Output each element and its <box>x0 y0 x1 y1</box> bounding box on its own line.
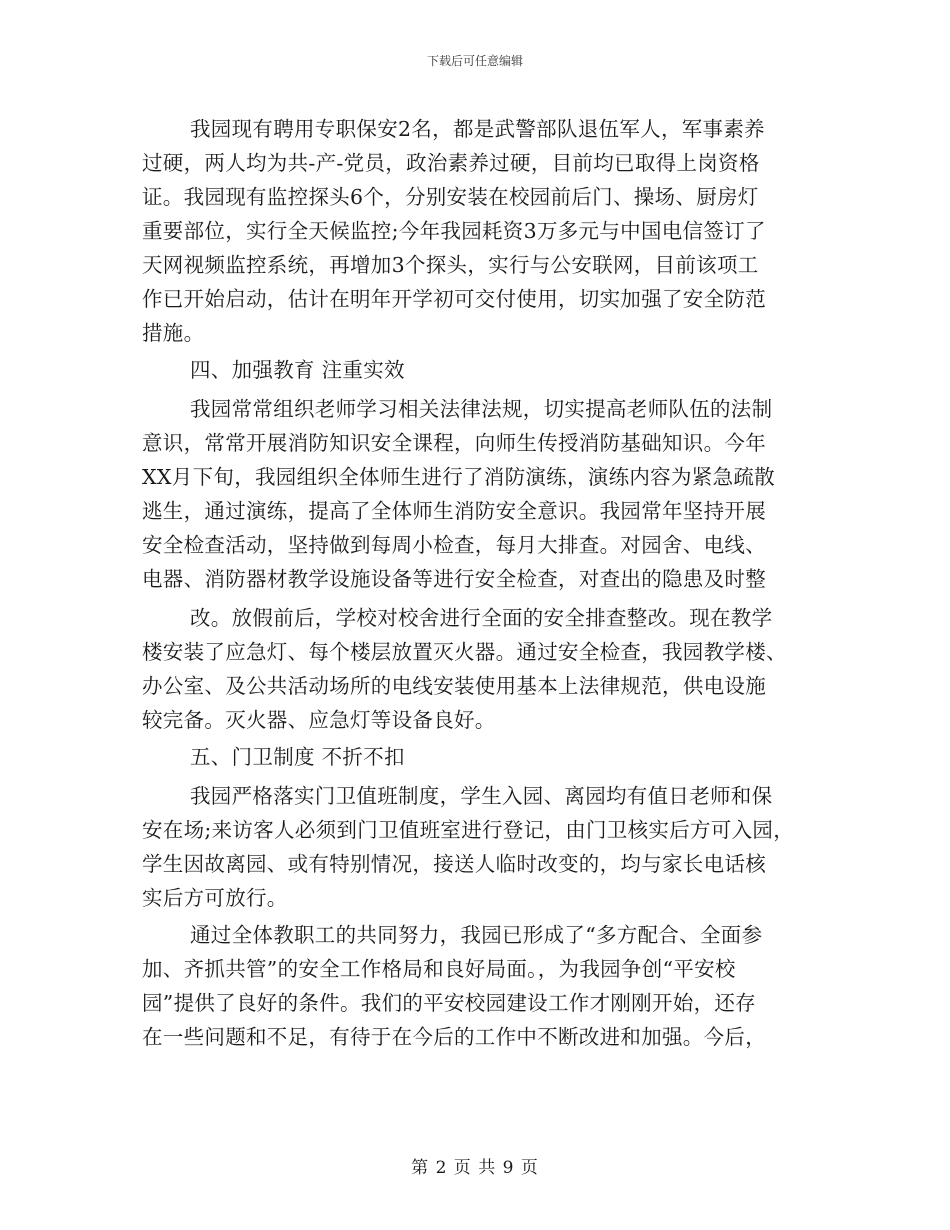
text-line: XX月下旬，我园组织全体师生进行了消防演练，演练内容为紧急疏散 <box>142 465 775 489</box>
text-line: 学生因故离园、或有特别情况，接送人临时改变的，均与家长电话核 <box>142 852 766 876</box>
text-line: 措施。 <box>142 321 205 345</box>
text-line: 我园严格落实门卫值班制度，学生入园、离园均有值日老师和保 <box>190 784 773 808</box>
section-heading: 四、加强教育 注重实效 <box>190 358 405 382</box>
text-line: 在一些问题和不足，有待于在今后的工作中不断改进和加强。今后， <box>142 1025 766 1049</box>
text-line: 天网视频监控系统，再增加3个探头，实行与公安联网，目前该项工 <box>142 253 759 277</box>
text-line: 改。放假前后，学校对校舍进行全面的安全排查整改。现在教学 <box>190 606 773 630</box>
text-line: 安在场;来访客人必须到门卫值班室进行登记，由门卫核实后方可入园， <box>142 818 795 842</box>
text-line: 通过全体教职工的共同努力，我园已形成了“多方配合、全面参 <box>190 923 763 947</box>
text-line: 办公室、及公共活动场所的电线安装使用基本上法律规范，供电设施 <box>142 674 766 698</box>
text-line: 过硬，两人均为共-产-党员，政治素养过硬，目前均已取得上岗资格 <box>142 151 760 175</box>
text-line: 加、齐抓共管”的安全工作格局和良好局面。，为我园争创“平安校 <box>142 957 736 981</box>
text-line: 园”提供了良好的条件。我们的平安校园建设工作才刚刚开始，还存 <box>142 991 756 1015</box>
text-line: 证。我园现有监控探头6个，分别安装在校园前后门、操场、厨房灯 <box>142 185 759 209</box>
text-line: 逃生，通过演练，提高了全体师生消防安全意识。我园常年坚持开展 <box>142 499 766 523</box>
page-footer: 第 2 页 共 9 页 <box>411 1158 539 1178</box>
text-line: 我园常常组织老师学习相关法律法规，切实提高老师队伍的法制 <box>190 397 773 421</box>
text-line: 电器、消防器材教学设施设备等进行安全检查，对查出的隐患及时整 <box>142 567 766 591</box>
text-line: 楼安装了应急灯、每个楼层放置灭火器。通过安全检查，我园教学楼、 <box>142 640 787 664</box>
page-header: 下载后可任意编辑 <box>426 54 523 68</box>
text-line: 作已开始启动，估计在明年开学初可交付使用，切实加强了安全防范 <box>142 287 766 311</box>
text-line: 较完备。灭火器、应急灯等设备良好。 <box>142 708 496 732</box>
text-line: 重要部位，实行全天候监控;今年我园耗资3万多元与中国电信签订了 <box>142 219 766 243</box>
section-heading: 五、门卫制度 不折不扣 <box>190 745 405 769</box>
text-line: 我园现有聘用专职保安2名，都是武警部队退伍军人，军事素养 <box>190 117 765 141</box>
text-line: 实后方可放行。 <box>142 886 288 910</box>
text-line: 安全检查活动，坚持做到每周小检查，每月大排查。对园舍、电线、 <box>142 533 766 557</box>
text-line: 意识，常常开展消防知识安全课程，向师生传授消防基础知识。今年 <box>142 431 766 455</box>
